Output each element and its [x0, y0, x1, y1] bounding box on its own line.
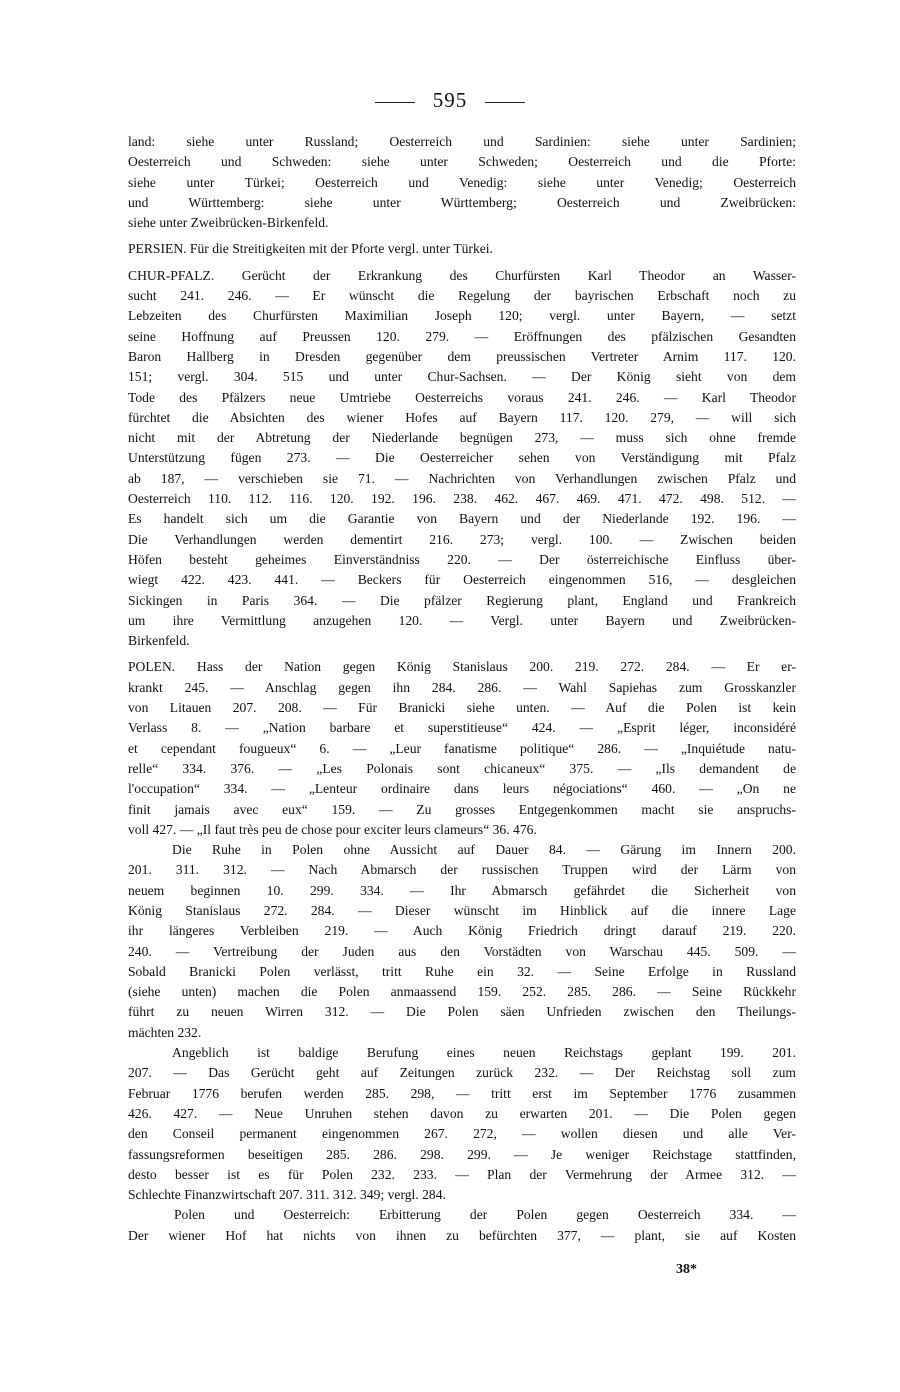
text-line: 207. — Das Gerücht geht auf Zeitungen zurück 232. — Der Reichstag soll zum: [128, 1065, 796, 1081]
text-line: 201. 311. 312. — Nach Abmarsch der russischen Truppen wird der Lärm von: [128, 862, 796, 878]
header-rule-left: [375, 102, 415, 103]
text-line: Unterstützung fügen 273. — Die Oesterreicher sehen von Verständigung mit Pfalz: [128, 450, 796, 466]
text-line: um ihre Vermittlung anzugehen 120. — Vergl. unter Bayern und Zweibrücken-: [128, 612, 796, 628]
text-line: fassungsreformen beseitigen 285. 286. 298. 299. — Je weniger Reichstage stattfinden,: [128, 1146, 796, 1162]
text-line: 240. — Vertreibung der Juden aus den Vorstädten von Warschau 445. 509. —: [128, 943, 796, 959]
text-line: ihr längeres Verbleiben 219. — Auch König Friedrich dringt darauf 219. 220.: [128, 923, 796, 939]
entry-polen: [128, 657, 796, 1246]
text-line: 151; vergl. 304. 515 und unter Chur-Sachsen. — Der König sieht von dem: [128, 369, 796, 385]
text-line: Oesterreich 110. 112. 116. 120. 192. 196. 238. 462. 467. 469. 471. 472. 498. 512. —: [128, 491, 796, 507]
text-line: Sickingen in Paris 364. — Die pfälzer Regierung plant, England und Frankreich: [128, 592, 796, 608]
entry-continuation: [128, 132, 796, 233]
text-line: 426. 427. — Neue Unruhen stehen davon zu erwarten 201. — Die Polen gegen: [128, 1105, 796, 1121]
text-line: mächten 232.: [128, 1024, 202, 1040]
text-line: fürchtet die Absichten des wiener Hofes auf Bayern 117. 120. 279, — will sich: [128, 409, 796, 425]
text-line: relle“ 334. 376. — „Les Polonais sont chicaneux“ 375. — „Ils demandent de: [128, 760, 796, 776]
text-line: siehe unter Türkei; Oesterreich und Venedig: siehe unter Venedig; Oesterreich: [128, 174, 796, 190]
text-line: Die Ruhe in Polen ohne Aussicht auf Dauer 84. — Gärung im Innern 200.: [172, 842, 796, 858]
text-line: Tode des Pfälzers neue Umtriebe Oesterreichs voraus 241. 246. — Karl Theodor: [128, 389, 796, 405]
text-line: Birkenfeld.: [128, 633, 190, 649]
text-line: Schlechte Finanzwirtschaft 207. 311. 312. 349; vergl. 284.: [128, 1187, 446, 1203]
text-line: voll 427. — „Il faut très peu de chose pour exciter leurs clameurs“ 36. 476.: [128, 821, 537, 837]
text-line: Höfen besteht geheimes Einverständniss 220. — Der österreichische Einfluss über-: [128, 551, 796, 567]
text-line: POLEN. Hass der Nation gegen König Stanislaus 200. 219. 272. 284. — Er er-: [128, 659, 796, 675]
entry-persien: [128, 239, 796, 259]
text-line: desto besser ist es für Polen 232. 233. — Plan der Vermehrung der Armee 312. —: [128, 1166, 796, 1182]
text-line: von Litauen 207. 208. — Für Branicki siehe unten. — Auf die Polen ist kein: [128, 700, 796, 716]
text-line: siehe unter Zweibrücken-Birkenfeld.: [128, 215, 329, 231]
text-line: Oesterreich und Schweden: siehe unter Schweden; Oesterreich und die Pforte:: [128, 154, 796, 170]
text-line: Verlass 8. — „Nation barbare et superstitieuse“ 424. — „Esprit léger, inconsidéré: [128, 720, 796, 736]
text-line: PERSIEN. Für die Streitigkeiten mit der Pforte vergl. unter Türkei.: [128, 241, 493, 257]
text-line: Der wiener Hof hat nichts von ihnen zu befürchten 377, — plant, sie auf Kosten: [128, 1227, 796, 1243]
text-line: Sobald Branicki Polen verlässt, tritt Ruhe ein 32. — Seine Erfolge in Russland: [128, 963, 796, 979]
text-line: (siehe unten) machen die Polen anmaassend 159. 252. 285. 286. — Seine Rückkehr: [128, 984, 796, 1000]
text-line: König Stanislaus 272. 284. — Dieser wünscht im Hinblick auf die innere Lage: [128, 902, 796, 918]
text-line: führt zu neuen Wirren 312. — Die Polen säen Unfrieden zwischen den Theilungs-: [128, 1004, 796, 1020]
text-line: seine Hoffnung auf Preussen 120. 279. — Eröffnungen des pfälzischen Gesandten: [128, 328, 796, 344]
text-line: wiegt 422. 423. 441. — Beckers für Oesterreich eingenommen 516, — desgleichen: [128, 572, 796, 588]
text-line: l'occupation“ 334. — „Lenteur ordinaire dans leurs négociations“ 460. — „On ne: [128, 781, 796, 797]
text-line: krankt 245. — Anschlag gegen ihn 284. 286. — Wahl Sapiehas zum Grosskanzler: [128, 679, 796, 695]
text-line: sucht 241. 246. — Er wünscht die Regelung der bayrischen Erbschaft noch zu: [128, 288, 796, 304]
signature-mark: 38*: [676, 1262, 697, 1277]
text-line: CHUR-PFALZ. Gerücht der Erkrankung des Churfürsten Karl Theodor an Wasser-: [128, 267, 796, 283]
page-header: [0, 88, 900, 113]
page-number: 595: [432, 88, 468, 112]
text-line: land: siehe unter Russland; Oesterreich und Sardinien: siehe unter Sardinien;: [128, 134, 796, 149]
text-line: Februar 1776 berufen werden 285. 298, — tritt erst im September 1776 zusammen: [128, 1085, 796, 1101]
header-rule-right: [485, 102, 525, 103]
text-line: nicht mit der Abtretung der Niederlande begnügen 273, — muss sich ohne fremde: [128, 430, 796, 446]
text-line: und Württemberg: siehe unter Württemberg; Oesterreich und Zweibrücken:: [128, 194, 796, 210]
text-line: ab 187, — verschieben sie 71. — Nachrichten von Verhandlungen zwischen Pfalz und: [128, 470, 796, 486]
text-line: den Conseil permanent eingenommen 267. 272, — wollen diesen und alle Ver-: [128, 1126, 796, 1142]
text-line: Angeblich ist baldige Berufung eines neuen Reichstags geplant 199. 201.: [172, 1045, 796, 1061]
text-line: Es handelt sich um die Garantie von Bayern und der Niederlande 192. 196. —: [128, 511, 796, 527]
text-line: Polen und Oesterreich: Erbitterung der Polen gegen Oesterreich 334. —: [174, 1207, 796, 1223]
entry-chur-pfalz: [128, 266, 796, 652]
text-line: et cependant fougueux“ 6. — „Leur fanatisme politique“ 286. — „Inquiétude natu-: [128, 740, 796, 756]
text-line: Lebzeiten des Churfürsten Maximilian Joseph 120; vergl. unter Bayern, — setzt: [128, 308, 796, 324]
text-line: neuem beginnen 10. 299. 334. — Ihr Abmarsch gefährdet die Sicherheit von: [128, 882, 796, 898]
text-line: finit jamais avec eux“ 159. — Zu grosses Entgegenkommen macht sie anspruchs-: [128, 801, 796, 817]
index-text: [128, 132, 796, 1246]
text-line: Baron Hallberg in Dresden gegenüber dem preussischen Vertreter Arnim 117. 120.: [128, 348, 796, 364]
text-line: Die Verhandlungen werden dementirt 216. 273; vergl. 100. — Zwischen beiden: [128, 531, 796, 547]
